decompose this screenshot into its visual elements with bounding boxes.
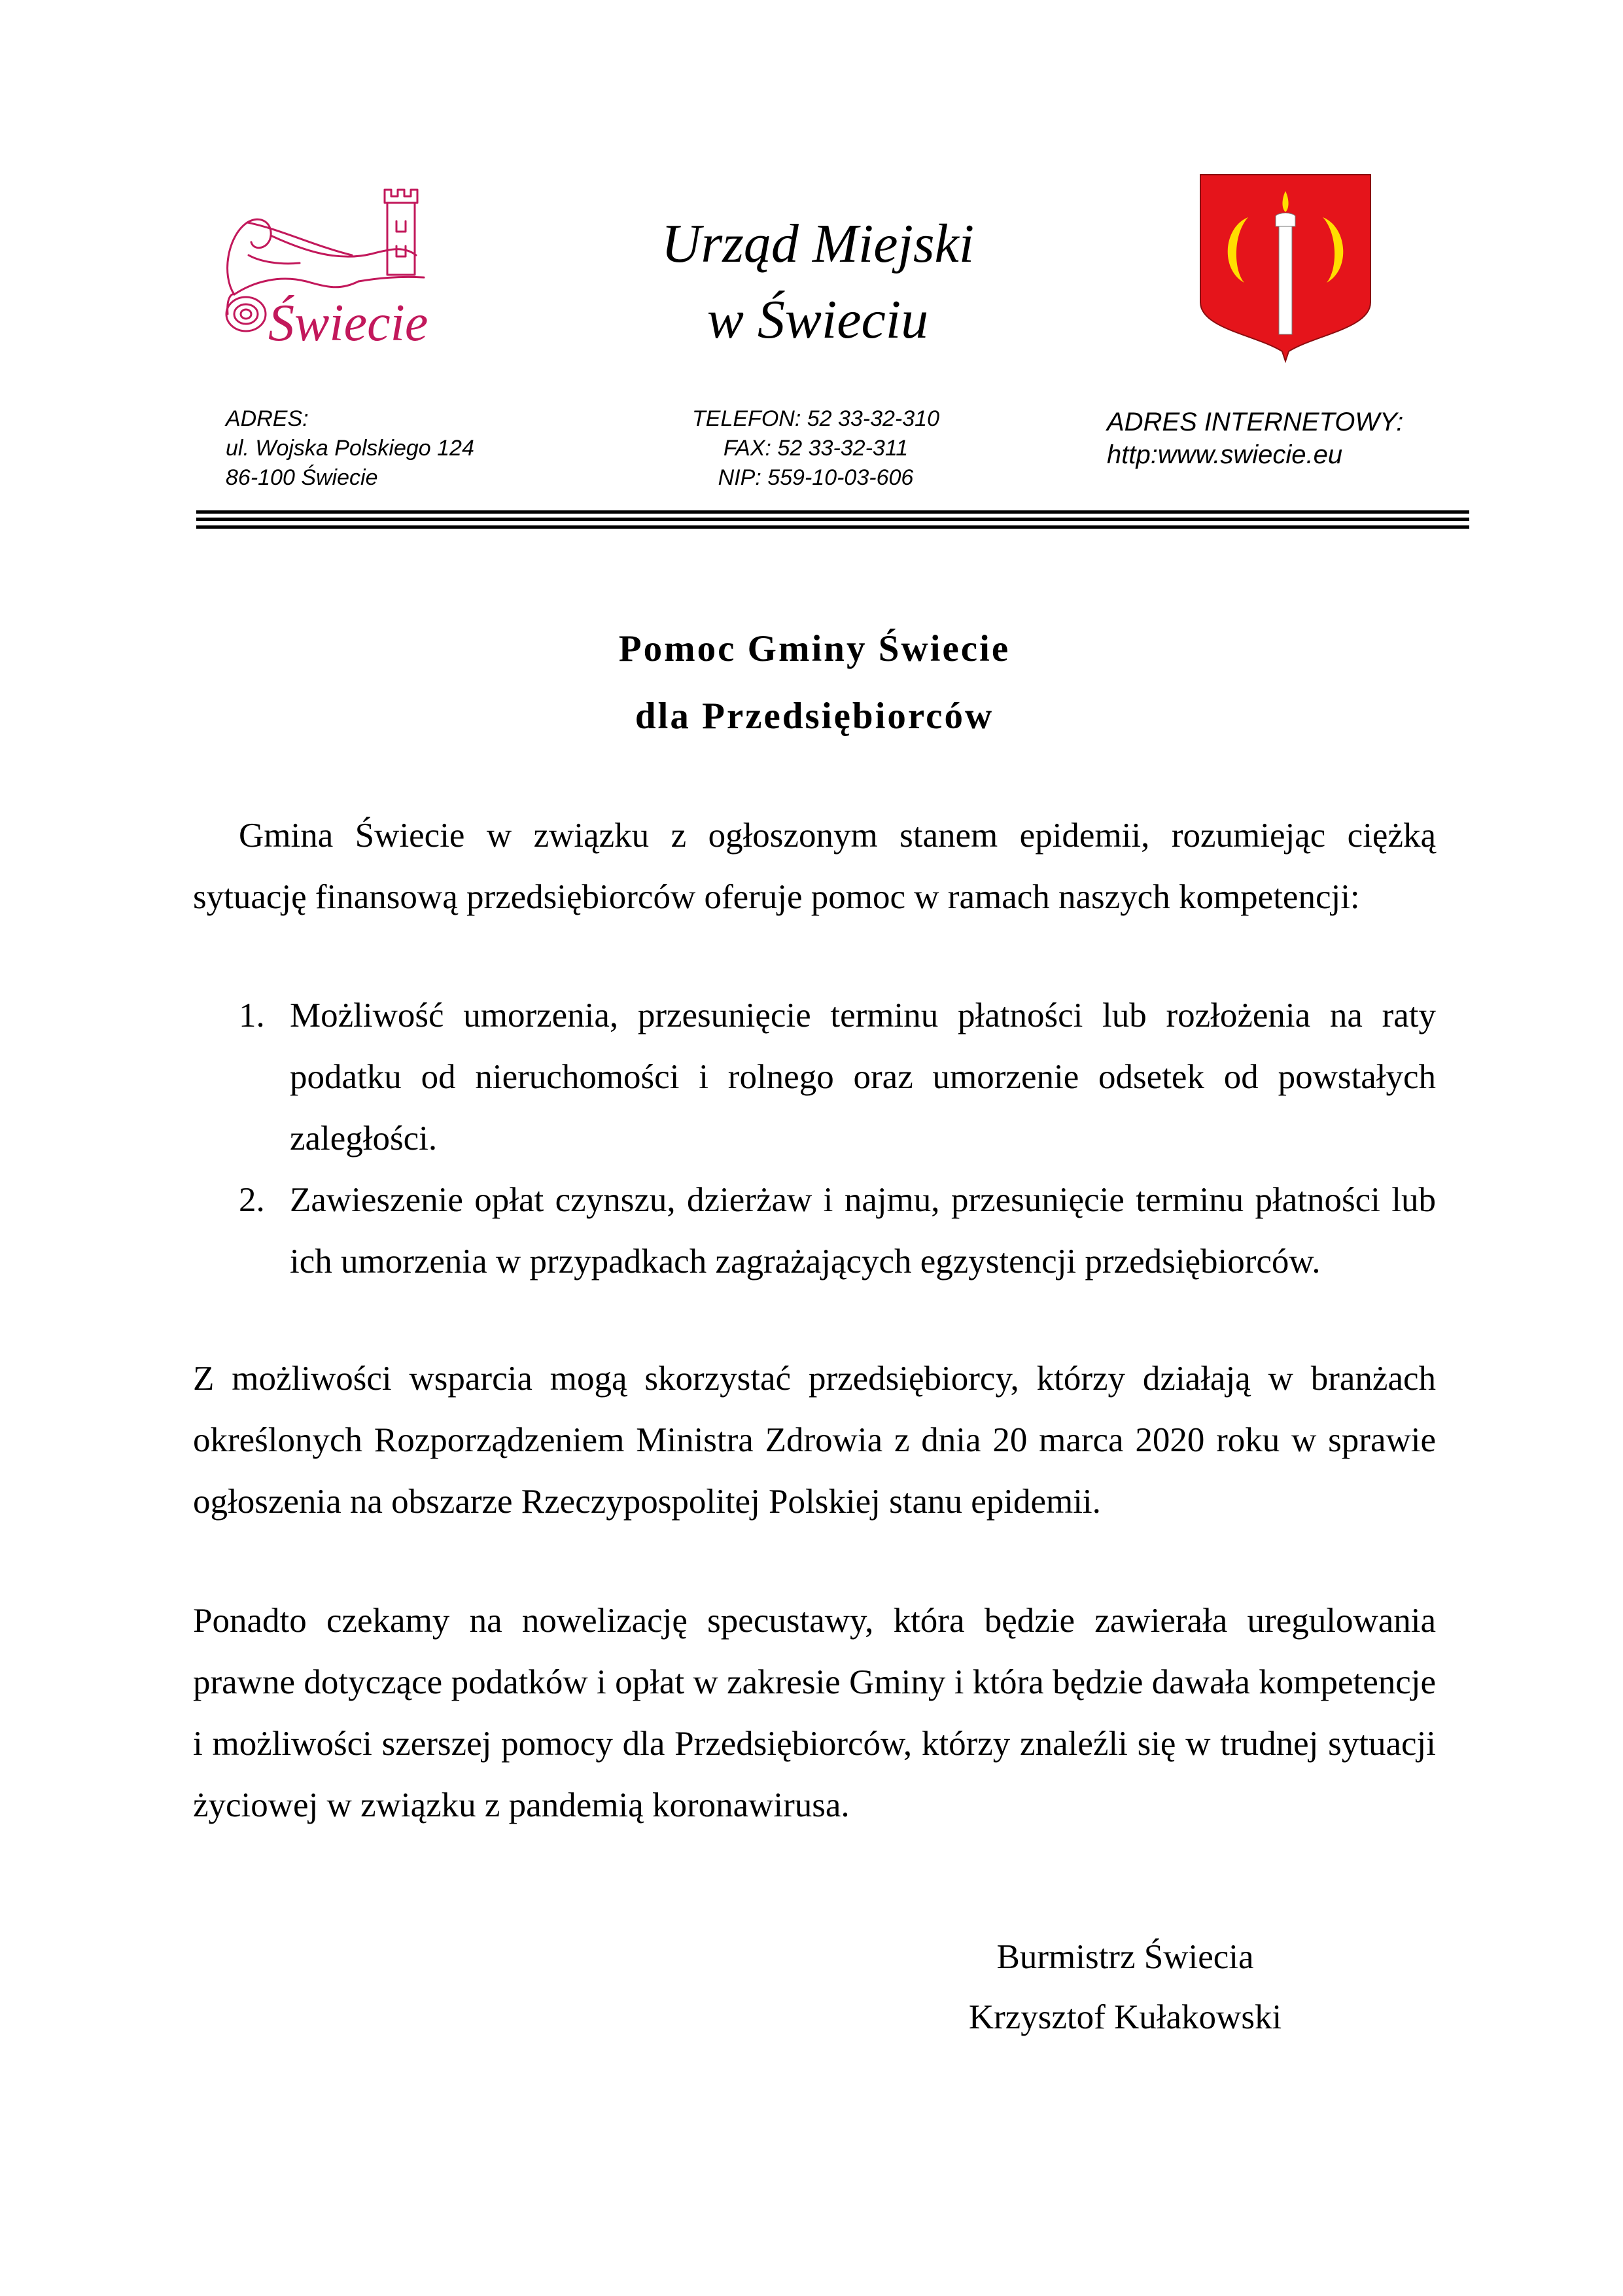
address-street: ul. Wojska Polskiego 124 (226, 436, 474, 461)
header-divider (196, 525, 1469, 529)
address-label: ADRES: (226, 406, 309, 431)
nip-number: NIP: 559-10-03-606 (718, 465, 914, 490)
web-block (1107, 406, 1403, 471)
list-item-text: Zawieszenie opłat czynszu, dzierżaw i najmu, przesunięcie terminu płatności lub ich umorzenia w przypadkach zagrażających egzystencji przedsiębiorców. (290, 1181, 1436, 1280)
phone-number: TELEFON: 52 33-32-310 (692, 406, 939, 431)
document-title-line2: dla Przedsiębiorców (635, 696, 994, 737)
signature-title: Burmistrz Świecia (996, 1938, 1254, 1976)
future-aid-paragraph: Ponadto czekamy na nowelizację specustawy, która będzie zawierała uregulowania prawne dotyczące podatków i opłat w zakresie Gminy i która będzie dawała kompetencje i możliwości szerszej pomocy dla Przedsiębiorców, którzy znaleźli się w trudnej sytuacji życiowej w związku z pandemią koronawirusa. (193, 1602, 1436, 1824)
list-item-number: 2. (239, 1181, 265, 1219)
aid-list (193, 985, 1436, 1292)
address-block (226, 404, 474, 493)
list-item (193, 1169, 1436, 1292)
coat-of-arms (1197, 171, 1374, 364)
swiecie-logo (208, 183, 445, 355)
office-name-line2: w Świeciu (707, 289, 929, 350)
signature-name: Krzysztof Kułakowski (968, 1998, 1282, 2036)
document-title-line1: Pomoc Gminy Świecie (618, 628, 1011, 669)
list-item-text: Możliwość umorzenia, przesunięcie terminu płatności lub rozłożenia na raty podatku od nieruchomości i rolnego oraz umorzenie odsetek od powstałych zaległości. (290, 997, 1436, 1157)
office-name (563, 206, 1073, 358)
contact-block (682, 404, 949, 493)
list-item (193, 985, 1436, 1169)
signature-block (890, 1927, 1361, 2047)
web-url[interactable]: http:www.swiecie.eu (1107, 440, 1343, 469)
logo-wordmark: Świecie (268, 294, 428, 352)
address-city: 86-100 Świecie (226, 465, 378, 490)
eligibility-paragraph: Z możliwości wsparcia mogą skorzystać przedsiębiorcy, którzy działają w branżach określonych Rozporządzeniem Ministra Zdrowia z dnia 20 marca 2020 roku w sprawie ogłoszenia na obszarze Rzeczypospolitej Polskiej stanu epidemii. (193, 1360, 1436, 1521)
document-title (196, 615, 1433, 750)
office-name-line1: Urząd Miejski (661, 213, 975, 274)
header-divider (196, 510, 1469, 514)
web-label: ADRES INTERNETOWY: (1107, 408, 1404, 436)
header-divider (196, 518, 1469, 521)
list-item-number: 1. (239, 997, 265, 1034)
intro-paragraph: Gmina Świecie w związku z ogłoszonym stanem epidemii, rozumiejąc ciężką sytuację finansową przedsiębiorców oferuje pomoc w ramach naszych kompetencji: (193, 817, 1436, 916)
fax-number: FAX: 52 33-32-311 (723, 436, 909, 461)
